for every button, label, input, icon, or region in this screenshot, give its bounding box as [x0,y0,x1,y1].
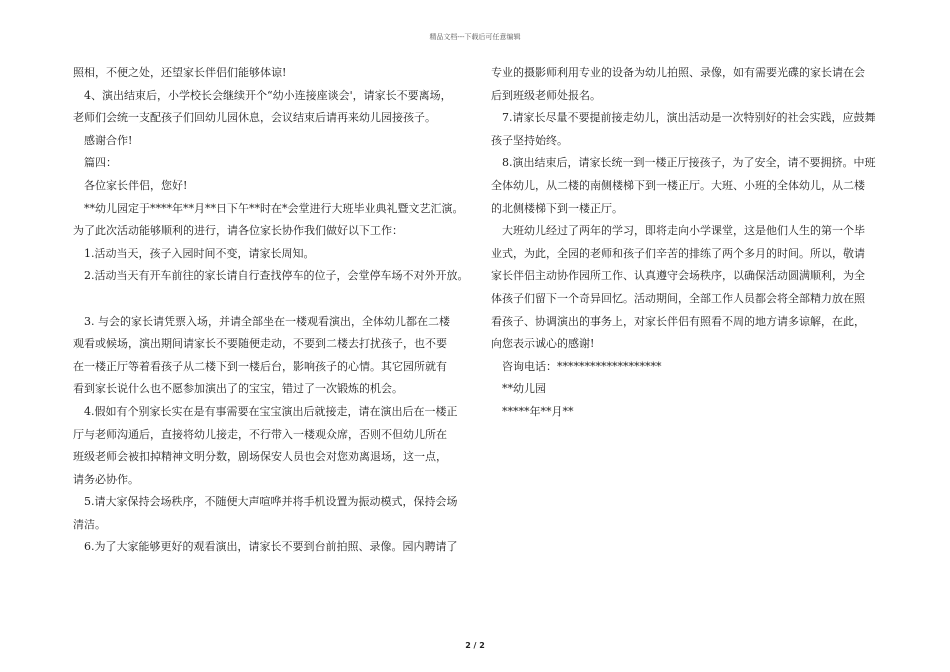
left-text-column [73,62,473,559]
page-header: 精品文档---下载后可任意编辑 [429,33,521,41]
text-line: 专业的摄影师利用专业的设备为幼儿拍照、录像，如有需要光碟的家长请在会 [491,66,865,79]
text-line: 2.活动当天有开车前往的家长请自行查找停车的位子，会堂停车场不对外开放。 [73,269,469,283]
text-line: 3. 与会的家长请凭票入场，并请全部坐在一楼观看演出，全体幼儿都在二楼 [73,314,450,328]
text-line: 厅与老师沟通后，直接将幼儿接走，不行带入一楼观众席，否则不但幼儿所在 [73,427,447,441]
text-line: 感谢合作! [73,133,133,147]
text-line: 全体幼儿，从二楼的南侧楼梯下到一楼正厅。大班、小班的全体幼儿，从二楼 [491,178,865,192]
text-line: 班级老师会被扣掉精神文明分数，剧场保安人员也会对您劝离退场，这一点， [73,450,447,464]
text-line: 孩子坚持始终。 [491,133,568,147]
text-line: 看孩子、协调演出的事务上，对家长伴侣有照看不周的地方请多谅解，在此， [491,314,865,328]
text-line: 的北侧楼梯下到一楼正厅。 [491,201,623,215]
text-line: 大班幼儿经过了两年的学习，即将走向小学课堂，这是他们人生的第一个毕 [491,224,865,238]
text-line: 后到班级老师处报名。 [491,88,601,102]
text-line: 4、演出结束后，小学校长会继续开个“幼小连接座谈会'，请家长不要离场， [73,88,452,102]
right-text-column [491,62,881,424]
text-line: 业式，为此，全园的老师和孩子们辛苦的排练了两个多月的时间。所以，敬请 [491,246,865,260]
text-line: 看到家长说什么也不愿参加演出了的宝宝，错过了一次锻炼的机会。 [73,382,403,396]
text-line: 各位家长伴侣，您好! [73,178,188,192]
text-line: 照相，不便之处，还望家长伴侣们能够体谅! [73,66,287,79]
text-line: **幼儿园 [491,382,546,396]
text-line: 5.请大家保持会场秩序，不随便大声喧哗并将手机设置为振动模式，保持会场 [73,495,458,509]
text-line: 在一楼正厅等着看孩子从二楼下到一楼后台，影响孩子的心情。其它园所就有 [73,359,447,373]
text-line: 7.请家长尽量不要提前接走幼儿，演出活动是一次特别好的社会实践，应鼓舞 [491,111,876,125]
text-line [73,288,473,311]
text-line: 1.活动当天，孩子入园时间不变，请家长周知。 [73,246,315,260]
text-line: 4.假如有个别家长实在是有事需要在宝宝演出后就接走，请在演出后在一楼正 [73,404,458,418]
text-line: 篇四： [73,156,117,170]
text-line: 观看或候场，演出期间请家长不要随便走动，不要到二楼去打扰孩子，也不要 [73,337,447,351]
text-line: 为了此次活动能够顺利的进行，请各位家长协作我们做好以下工作： [73,224,403,238]
page-number: 2 / 2 [465,641,485,650]
text-line: 向您表示诚心的感谢! [491,337,595,351]
text-line: 8.演出结束后，请家长统一到一楼正厅接孩子，为了安全，请不要拥挤。中班 [491,156,876,170]
text-line: 咨询电话：******************* [491,359,662,373]
text-line: 请务必协作。 [73,472,139,486]
text-line: 清洁。 [73,517,106,531]
text-line: *****年**月** [491,404,574,418]
text-line: 体孩子们留下一个奇异回忆。活动期间，全部工作人员都会将全部精力放在照 [491,291,865,305]
text-line: 6.为了大家能够更好的观看演出，请家长不要到台前拍照、录像。园内聘请了 [73,540,458,554]
text-line: **幼儿园定于****年**月**日下午**时在*会堂进行大班毕业典礼暨文艺汇演。 [73,201,464,215]
text-line: 家长伴侣主动协作园所工作、认真遵守会场秩序，以确保活动圆满顺利，为全 [491,269,865,283]
text-line: 老师们会统一支配孩子们回幼儿园休息，会议结束后请再来幼儿园接孩子。 [73,111,436,125]
